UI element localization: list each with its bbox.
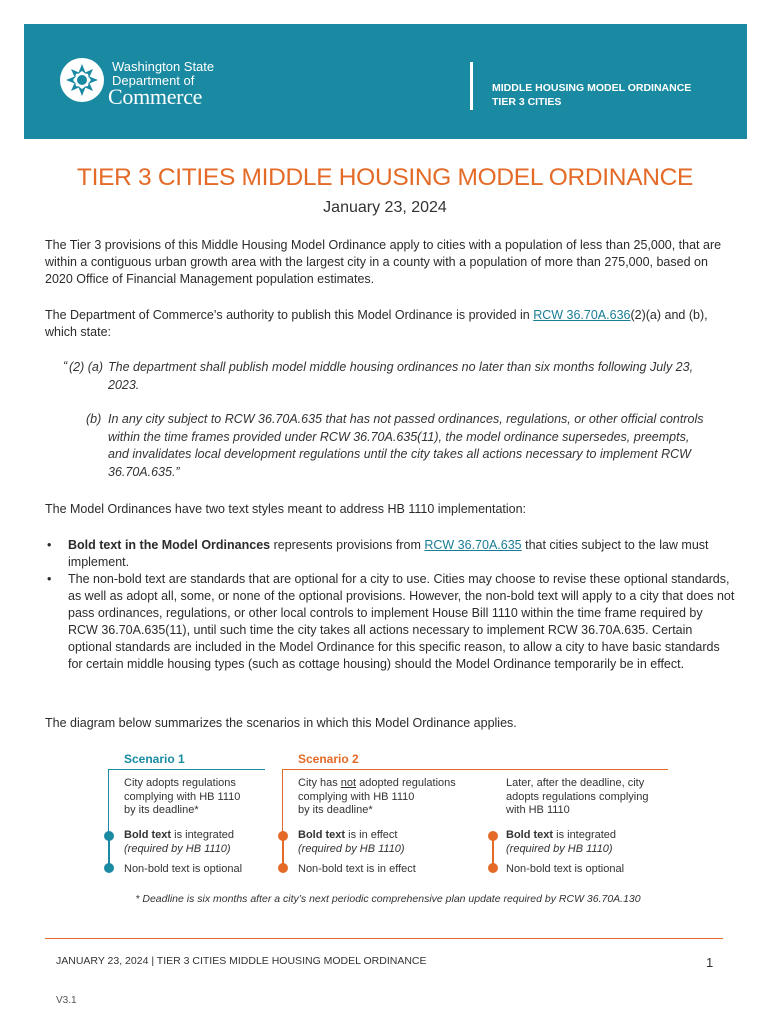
authority-text-before: The Department of Commerce’s authority to publish this Model Ordinance is provided in [45, 308, 534, 322]
scenario3-node-bottom [488, 863, 498, 873]
banner-doc-label [492, 81, 691, 109]
scenario1-bold-rest: is integrated [171, 829, 235, 841]
scenario1-desc [124, 777, 240, 818]
scenario2-bold-status [298, 829, 405, 856]
bullet2-text: The non-bold text are standards that are optional for a city to use. Cities may choose to revise these optional standards, as well as adopt all, some, or none of the optional provisions. However, the non-bold text will apply to a city that does not pass ordinances, regulations, or other local controls to implement House Bill 1110 within the time frame required by RCW 36.70A.635(11), until such time the city takes all actions necessary to implement RCW 36.70A.635. Certain optional standards are included in the Model Ordinance for this specific reason, to allow a city to have basic standards for certain middle housing types (such as cottage housing) should the Model Ordinance temporarily be in effect. [68, 572, 735, 671]
scenario3-desc [506, 777, 648, 818]
scenario1-desc-line3: by its deadline* [124, 804, 199, 816]
bullet1-after-text: that cities subject to the law must implement. [68, 538, 709, 569]
scenario2-desc-post: adopted regulations [356, 777, 456, 789]
logo-text-line1: Washington State [112, 59, 215, 74]
rcw-636-link[interactable]: RCW 36.70A.636 [533, 308, 631, 322]
scenario2-desc-line3: by its deadline* [298, 804, 373, 816]
footer-text: JANUARY 23, 2024 | TIER 3 CITIES MIDDLE HOUSING MODEL ORDINANCE [56, 955, 427, 967]
diagram-intro: The diagram below summarizes the scenarios in which this Model Ordinance applies. [45, 716, 517, 730]
intro-paragraph: The Tier 3 provisions of this Middle Housing Model Ordinance apply to cities with a population of less than 25,000, that are within a contiguous urban growth area with the largest city in a county with a population of more than 275,000, based on 2020 Office of Financial Management population estimates. [45, 238, 722, 286]
quote-a-label: (2) (a) [69, 360, 104, 374]
scenario3-desc-line3: with HB 1110 [506, 804, 570, 816]
scenario3-bold-rest: is integrated [553, 829, 617, 841]
scenario1-requirement: (required by HB 1110) [124, 842, 231, 855]
scenario2-desc [298, 777, 456, 818]
text-styles-list [45, 537, 735, 673]
quote-open-mark: “ [63, 359, 68, 373]
rcw-635-link[interactable]: RCW 36.70A.635 [424, 538, 522, 552]
banner-divider [470, 62, 473, 110]
scenario2-desc-not: not [340, 777, 357, 789]
document-title: TIER 3 CITIES MIDDLE HOUSING MODEL ORDINANCE [76, 164, 694, 191]
diagram-footnote: * Deadline is six months after a city’s next periodic comprehensive plan update required by RCW 36.70A.130 [135, 893, 641, 905]
quote-a-text [108, 359, 708, 394]
commerce-logo[interactable] [58, 56, 228, 108]
bullet-glyph: • [47, 538, 52, 552]
scenario1-bold-status [124, 829, 234, 856]
scenario2-nonbold: Non-bold text is in effect [298, 863, 416, 875]
banner-line2: TIER 3 CITIES [492, 96, 562, 108]
scenario3-connector [492, 837, 494, 865]
sun-star-icon [58, 56, 106, 104]
quote-b-label: (b) [86, 412, 102, 426]
scenario3-desc-line2: adopts regulations complying [506, 790, 649, 803]
scenario2-bold-label: Bold text [298, 829, 346, 841]
authority-text-after: (2)(a) and (b), which state: [45, 308, 708, 339]
scenario2-node-bottom [278, 863, 288, 873]
page-number: 1 [706, 955, 714, 970]
authority-paragraph [45, 307, 733, 341]
scenario1-node-top [104, 831, 114, 841]
scenario3-bold-label: Bold text [506, 829, 554, 841]
scenario1-node-bottom [104, 863, 114, 873]
logo-text-line3: Commerce [108, 84, 203, 109]
scenario2-bold-rest: is in effect [345, 829, 398, 841]
bullet-glyph: • [47, 572, 52, 586]
scenario2-desc-pre: City has [298, 777, 341, 789]
scenario3-node-top [488, 831, 498, 841]
bullet1-bold-text: Bold text in the Model Ordinances [68, 538, 271, 552]
scenario1-desc-line2: complying with HB 1110 [124, 790, 241, 803]
banner-line1: MIDDLE HOUSING MODEL ORDINANCE [492, 82, 692, 94]
quote-a-body: The department shall publish model middle housing ordinances no later than six months following July 23, 2023. [108, 360, 694, 392]
footer-rule [45, 938, 723, 939]
scenario1-bold-label: Bold text [124, 829, 172, 841]
bullet1-mid-text: represents provisions from [270, 538, 425, 552]
scenario2-node-top [278, 831, 288, 841]
styles-intro: The Model Ordinances have two text styles meant to address HB 1110 implementation: [45, 502, 527, 516]
list-item [45, 571, 735, 673]
scenario1-nonbold: Non-bold text is optional [124, 863, 243, 875]
scenario3-nonbold: Non-bold text is optional [506, 863, 625, 875]
list-item [45, 537, 735, 571]
scenario3-desc-line1: Later, after the deadline, city [506, 777, 645, 789]
scenario1-connector [108, 837, 110, 865]
header-banner [24, 24, 747, 139]
logo-text-line2: Department of [112, 73, 195, 88]
scenario1-title: Scenario 1 [124, 752, 185, 766]
scenario3-bold-status [506, 829, 616, 856]
scenario2-requirement: (required by HB 1110) [298, 842, 405, 855]
scenario-diagram [108, 745, 668, 915]
scenario3-requirement: (required by HB 1110) [506, 842, 613, 855]
scenario2-connector [282, 837, 284, 865]
quote-b-text: In any city subject to RCW 36.70A.635 that has not passed ordinances, regulations, or other official controls within the time frames provided under RCW 36.70A.635(11), the model ordinance supersedes, preempts, and invalidates local development regulations until the city takes all actions necessary to implement RCW 36.70A.635.” [108, 412, 704, 479]
version-label: V3.1 [56, 995, 77, 1006]
scenario2-title: Scenario 2 [298, 752, 359, 766]
scenario1-desc-line1: City adopts regulations [124, 777, 236, 789]
document-date: January 23, 2024 [323, 199, 447, 216]
scenario2-desc-line2: complying with HB 1110 [298, 790, 415, 803]
